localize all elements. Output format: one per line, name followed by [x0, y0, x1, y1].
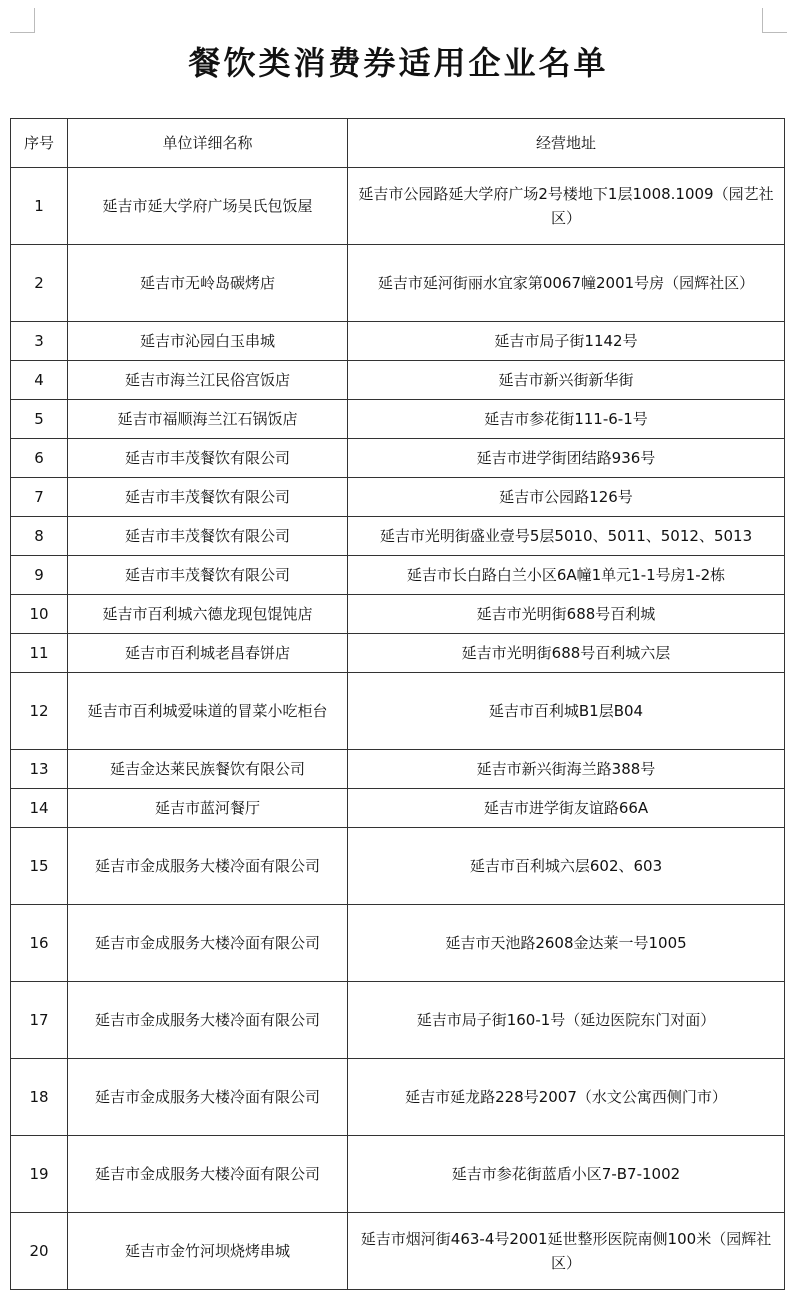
row-enterprise-name: 延吉市延大学府广场吴氏包饭屋: [68, 168, 348, 245]
row-address: 延吉市新兴街海兰路388号: [348, 750, 785, 789]
row-address: 延吉市公园路126号: [348, 478, 785, 517]
table-row: [11, 478, 785, 517]
table-row: [11, 1213, 785, 1290]
row-enterprise-name: 延吉市百利城六德龙现包馄饨店: [68, 595, 348, 634]
row-enterprise-name: 延吉市福顺海兰江石锅饭店: [68, 400, 348, 439]
crop-mark-right: [762, 8, 787, 33]
row-address: 延吉市延河街丽水宜家第0067幢2001号房（园辉社区）: [348, 245, 785, 322]
row-enterprise-name: 延吉市金成服务大楼冷面有限公司: [68, 1136, 348, 1213]
page-title: 餐饮类消费券适用企业名单: [188, 44, 609, 82]
row-serial: 19: [11, 1136, 68, 1213]
row-serial: 4: [11, 361, 68, 400]
row-enterprise-name: 延吉金达莱民族餐饮有限公司: [68, 750, 348, 789]
row-serial: 6: [11, 439, 68, 478]
table-row: [11, 750, 785, 789]
table-row: [11, 634, 785, 673]
table-row: [11, 789, 785, 828]
row-address: 延吉市百利城B1层B04: [348, 673, 785, 750]
row-address: 延吉市进学街友谊路66A: [348, 789, 785, 828]
row-address: 延吉市延龙路228号2007（水文公寓西侧门市）: [348, 1059, 785, 1136]
row-enterprise-name: 延吉市金成服务大楼冷面有限公司: [68, 1059, 348, 1136]
row-serial: 17: [11, 982, 68, 1059]
table-row: [11, 361, 785, 400]
row-serial: 20: [11, 1213, 68, 1290]
table-row: [11, 556, 785, 595]
table-row: [11, 439, 785, 478]
row-address: 延吉市公园路延大学府广场2号楼地下1层1008.1009（园艺社区）: [348, 168, 785, 245]
row-enterprise-name: 延吉市金成服务大楼冷面有限公司: [68, 828, 348, 905]
row-enterprise-name: 延吉市丰茂餐饮有限公司: [68, 517, 348, 556]
row-serial: 10: [11, 595, 68, 634]
row-serial: 8: [11, 517, 68, 556]
table-row: [11, 322, 785, 361]
row-address: 延吉市新兴街新华街: [348, 361, 785, 400]
row-enterprise-name: 延吉市金成服务大楼冷面有限公司: [68, 905, 348, 982]
row-serial: 11: [11, 634, 68, 673]
row-serial: 13: [11, 750, 68, 789]
crop-mark-left: [10, 8, 35, 33]
row-serial: 5: [11, 400, 68, 439]
row-serial: 18: [11, 1059, 68, 1136]
row-enterprise-name: 延吉市海兰江民俗宫饭店: [68, 361, 348, 400]
table-row: [11, 517, 785, 556]
row-address: 延吉市参花街111-6-1号: [348, 400, 785, 439]
row-address: 延吉市光明街688号百利城: [348, 595, 785, 634]
header-serial: 序号: [11, 119, 68, 168]
table-row: [11, 168, 785, 245]
enterprise-table: [10, 118, 785, 1290]
row-serial: 14: [11, 789, 68, 828]
table-header-row: [11, 119, 785, 168]
row-enterprise-name: 延吉市无岭岛碳烤店: [68, 245, 348, 322]
table-row: [11, 673, 785, 750]
row-address: 延吉市百利城六层602、603: [348, 828, 785, 905]
row-address: 延吉市长白路白兰小区6A幢1单元1-1号房1-2栋: [348, 556, 785, 595]
row-enterprise-name: 延吉市金成服务大楼冷面有限公司: [68, 982, 348, 1059]
table-row: [11, 595, 785, 634]
row-address: 延吉市天池路2608金达莱一号1005: [348, 905, 785, 982]
row-address: 延吉市局子街1142号: [348, 322, 785, 361]
row-enterprise-name: 延吉市丰茂餐饮有限公司: [68, 439, 348, 478]
table-row: [11, 982, 785, 1059]
row-address: 延吉市进学街团结路936号: [348, 439, 785, 478]
row-address: 延吉市烟河街463-4号2001延世整形医院南侧100米（园辉社区）: [348, 1213, 785, 1290]
row-enterprise-name: 延吉市蓝河餐厅: [68, 789, 348, 828]
table-row: [11, 400, 785, 439]
row-address: 延吉市参花街蓝盾小区7-B7-1002: [348, 1136, 785, 1213]
row-address: 延吉市光明街688号百利城六层: [348, 634, 785, 673]
row-enterprise-name: 延吉市沁园白玉串城: [68, 322, 348, 361]
row-serial: 16: [11, 905, 68, 982]
row-serial: 1: [11, 168, 68, 245]
row-serial: 9: [11, 556, 68, 595]
row-serial: 2: [11, 245, 68, 322]
header-address: 经营地址: [348, 119, 785, 168]
row-serial: 15: [11, 828, 68, 905]
row-serial: 12: [11, 673, 68, 750]
row-enterprise-name: 延吉市金竹河坝烧烤串城: [68, 1213, 348, 1290]
table-row: [11, 905, 785, 982]
row-serial: 7: [11, 478, 68, 517]
header-name: 单位详细名称: [68, 119, 348, 168]
row-enterprise-name: 延吉市百利城老昌春饼店: [68, 634, 348, 673]
table-row: [11, 245, 785, 322]
row-enterprise-name: 延吉市百利城爱味道的冒菜小吃柜台: [68, 673, 348, 750]
row-address: 延吉市光明街盛业壹号5层5010、5011、5012、5013: [348, 517, 785, 556]
row-serial: 3: [11, 322, 68, 361]
table-row: [11, 1136, 785, 1213]
table-row: [11, 828, 785, 905]
row-enterprise-name: 延吉市丰茂餐饮有限公司: [68, 556, 348, 595]
table-row: [11, 1059, 785, 1136]
row-address: 延吉市局子街160-1号（延边医院东门对面）: [348, 982, 785, 1059]
row-enterprise-name: 延吉市丰茂餐饮有限公司: [68, 478, 348, 517]
